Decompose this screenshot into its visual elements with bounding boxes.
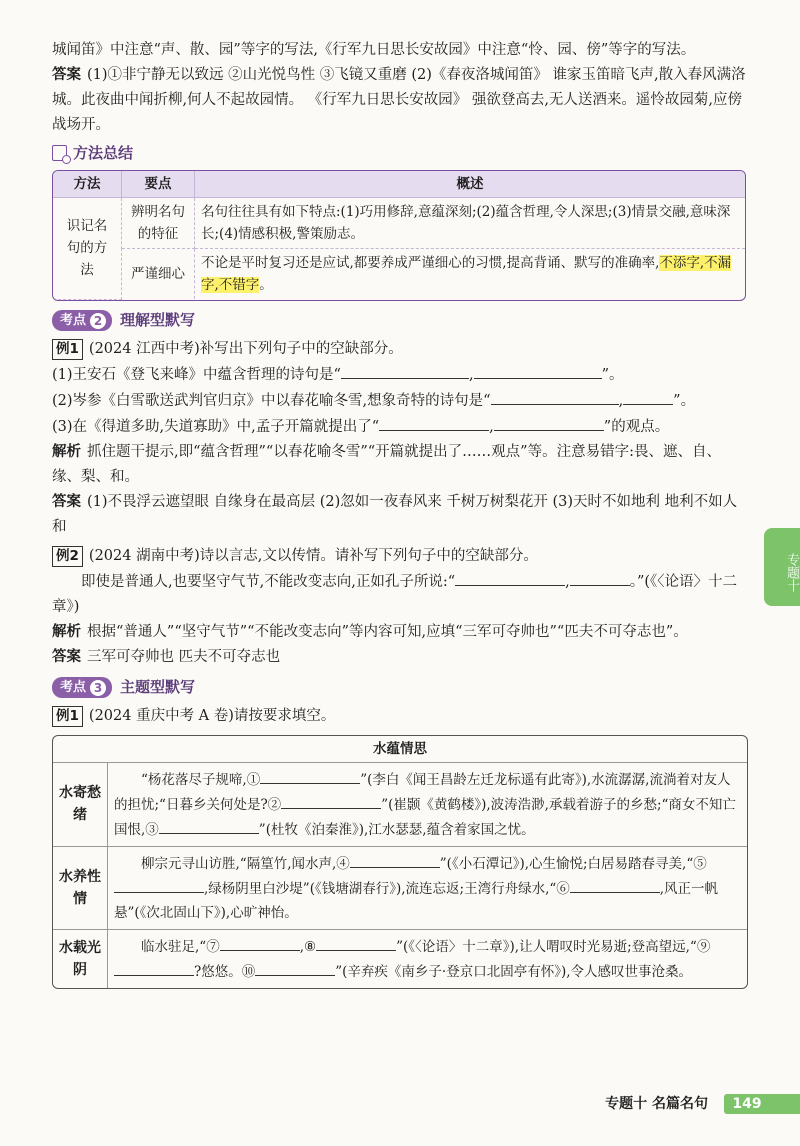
question-1 (52, 362, 746, 388)
answer-block-2 (52, 490, 746, 540)
table-row (53, 929, 747, 988)
theme-table-header-row (53, 736, 747, 763)
q-text: ”(辛弃疾《南乡子·登京口北固亭有怀》),令人感叹世事沧桑。 (335, 963, 693, 980)
method-col-header: 方法 (53, 171, 122, 198)
answer-blank[interactable] (220, 934, 300, 951)
answer-text: 三军可夺帅也 匹夫不可夺志也 (87, 648, 281, 665)
page-content (52, 38, 746, 989)
desc-end: 。 (259, 277, 273, 293)
section-title: 理解型默写 (120, 311, 196, 329)
example-3-intro (52, 704, 746, 729)
q-text: “杨花落尽子规啼,① (141, 771, 261, 788)
q-text: ,⑧ (299, 938, 317, 955)
method-summary-header (52, 140, 746, 166)
section-title: 主题型默写 (120, 678, 196, 696)
method-table (52, 170, 746, 301)
example-1-intro (52, 337, 746, 362)
page-number: 149 (724, 1094, 770, 1114)
answer-text: (1)①非宁静无以致远 ②山光悦鸟性 ③飞镜又重磨 (2)《春夜洛城闻笛》 谁家玉笛暗飞声,散入春风满洛城。此夜曲中闻折柳,何人不起故园情。 《行军九日思长安故园》 强欲登高去,无人送酒来。遥怜故园菊,应傍战场开。 (52, 67, 746, 133)
answer-blank[interactable] (474, 362, 602, 379)
q-text: ”(《小石潭记》),心生愉悦;白居易踏春寻美,“⑤ (439, 855, 707, 872)
q-text: 柳宗元寻山访胜,“隔篁竹,闻水声,④ (141, 855, 350, 872)
answer-blank[interactable] (114, 959, 194, 976)
example-label: 例1 (52, 706, 83, 727)
table-row (53, 762, 747, 846)
example-intro-text: (2024 江西中考)补写出下列句子中的空缺部分。 (88, 340, 403, 357)
section-2-header (52, 307, 746, 335)
q-text: ,风正一帆悬”(《次北固山下》),心旷神怡。 (114, 880, 719, 921)
answer-blank[interactable] (281, 792, 381, 809)
answer-blank[interactable] (491, 388, 619, 405)
example-2-intro (52, 544, 746, 569)
theme-content-cell (108, 929, 748, 988)
method-name-cell: 识记名句的方法 (53, 198, 122, 300)
q-text: (3)在《得道多助,失道寡助》中,孟子开篇就提出了“ (52, 418, 380, 435)
desc-text: 不论是平时复习还是应试,都要养成严谨细心的习惯,提高背诵、默写的准确率, (201, 255, 660, 271)
page-footer (0, 1090, 800, 1120)
question-3 (52, 414, 746, 440)
answer-blank[interactable] (114, 876, 204, 893)
answer-label: 答案 (52, 648, 81, 665)
analysis-text: 抓住题干提示,即“蕴含哲理”“以春花喻冬雪”“开篇就提出了……观点”等。注意易错字:畏、遮、自、缘、梨、和。 (52, 443, 721, 485)
answer-text: (1)不畏浮云遮望眼 自缘身在最高层 (2)忽如一夜春风来 千树万树梨花开 (3)天时不如地利 地利不如人和 (52, 493, 738, 535)
analysis-label: 解析 (52, 623, 81, 640)
analysis-text: 根据“普通人”“坚守气节”“不能改变志向”等内容可知,应填“三军可夺帅也”“匹夫不可夺志也”。 (87, 623, 688, 640)
section-badge (52, 677, 112, 698)
top-line: 城闻笛》中注意“声、散、园”等字的写法,《行军九日思长安故园》中注意“怜、园、傍”等字的写法。 (52, 42, 696, 58)
badge-text: 考点 (60, 680, 87, 695)
answer-blank[interactable] (260, 767, 360, 784)
example-label: 例1 (52, 339, 83, 360)
q-text: ”(崔颢《黄鹤楼》),波涛浩渺,承载着游子的乡愁;“商女不知亡国恨,③ (114, 796, 736, 838)
theme-name-cell: 水载光阴 (53, 929, 108, 988)
q-text: , (489, 418, 494, 435)
q-text: ,绿杨阴里白沙堤”(《钱塘湖春行》),流连忘返;王湾行舟绿水,“⑥ (204, 880, 570, 897)
theme-name-cell: 水寄愁绪 (53, 762, 108, 846)
q-text: , (618, 392, 624, 409)
answer-block-1 (52, 63, 746, 138)
footer-chapter-title: 专题十 名篇名句 (605, 1096, 708, 1112)
question-2 (52, 388, 746, 414)
analysis-label: 解析 (52, 443, 81, 460)
answer-blank[interactable] (350, 851, 440, 868)
q-text: , (565, 573, 570, 590)
highlighted-text: 不添字,不漏字,不错字 (201, 255, 732, 293)
example-intro-text: (2024 湖南中考)诗以言志,文以传情。请补写下列句子中的空缺部分。 (88, 547, 538, 564)
example-intro-text: (2024 重庆中考 A 卷)请按要求填空。 (88, 707, 336, 724)
example-label: 例2 (52, 546, 83, 567)
table-row (53, 249, 745, 300)
answer-blank[interactable] (379, 414, 489, 431)
answer-blank[interactable] (316, 934, 396, 951)
desc-cell: 名句往往具有如下特点:(1)巧用修辞,意蕴深刻;(2)蕴含哲理,令人深思;(3)情景交融,意味深长;(4)情感积极,警策励志。 (195, 198, 746, 249)
theme-content-cell (108, 846, 748, 929)
desc-cell (195, 249, 746, 300)
method-summary-title: 方法总结 (73, 143, 134, 162)
q-text: ”(杜牧《泊秦淮》),江水瑟瑟,蕴含着家国之忧。 (258, 821, 535, 838)
analysis-block-2 (52, 620, 746, 645)
q-text: ”(《〈论语〉十二章》),让人喟叹时光易逝;登高望远,“⑨ (396, 938, 711, 955)
q-text: ”(李白《闻王昌龄左迁龙标遥有此寄》),水流潺潺,流淌着对友人的担忧;“日暮乡关何处是?② (114, 771, 731, 813)
answer-blank[interactable] (341, 362, 469, 379)
answer-blank[interactable] (623, 388, 673, 405)
section-3-header (52, 674, 746, 702)
section-badge (52, 310, 112, 331)
answer-blank[interactable] (570, 569, 630, 586)
q-text: (1)王安石《登飞来峰》中蕴含哲理的诗句是“ (52, 366, 341, 383)
answer-block-3 (52, 645, 746, 670)
theme-content-cell (108, 762, 748, 846)
answer-label: 答案 (52, 67, 81, 83)
q-text: 。”(《〈论语〉十二章》) (52, 573, 738, 615)
desc-col-header: 概述 (195, 171, 746, 198)
badge-number: 2 (90, 313, 106, 329)
point-col-header: 要点 (122, 171, 195, 198)
method-summary-icon (52, 145, 67, 161)
point-cell: 辨明名句的特征 (122, 198, 195, 249)
theme-table-title: 水蕴情思 (53, 736, 747, 763)
analysis-block-1 (52, 440, 746, 490)
q-text: , (468, 366, 474, 383)
table-row (53, 846, 747, 929)
theme-table (52, 735, 748, 989)
example-2-question (52, 569, 746, 620)
answer-blank[interactable] (494, 414, 604, 431)
chapter-side-tab: 专题十 (764, 528, 800, 606)
answer-label: 答案 (52, 493, 81, 510)
q-text: (2)岑参《白雪歌送武判官归京》中以春花喻冬雪,想象奇特的诗句是“ (52, 392, 491, 409)
q-text: 即使是普通人,也要坚守气节,不能改变志向,正如孔子所说:“ (81, 573, 456, 590)
answer-blank[interactable] (455, 569, 565, 586)
badge-text: 考点 (60, 313, 87, 328)
table-row (53, 198, 745, 249)
point-cell: 严谨细心 (122, 249, 195, 300)
footer-accent-bar (770, 1094, 800, 1114)
answer-blank[interactable] (255, 959, 335, 976)
q-text: 临水驻足,“⑦ (141, 938, 220, 955)
q-text: ”。 (601, 366, 624, 383)
method-table-header-row (53, 171, 745, 198)
answer-blank[interactable] (159, 817, 259, 834)
answer-blank[interactable] (570, 876, 660, 893)
q-text: ?悠悠。⑩ (194, 963, 256, 980)
q-text: ”。 (673, 392, 696, 409)
badge-number: 3 (90, 680, 106, 696)
theme-name-cell: 水养性情 (53, 846, 108, 929)
q-text: ”的观点。 (603, 418, 670, 435)
